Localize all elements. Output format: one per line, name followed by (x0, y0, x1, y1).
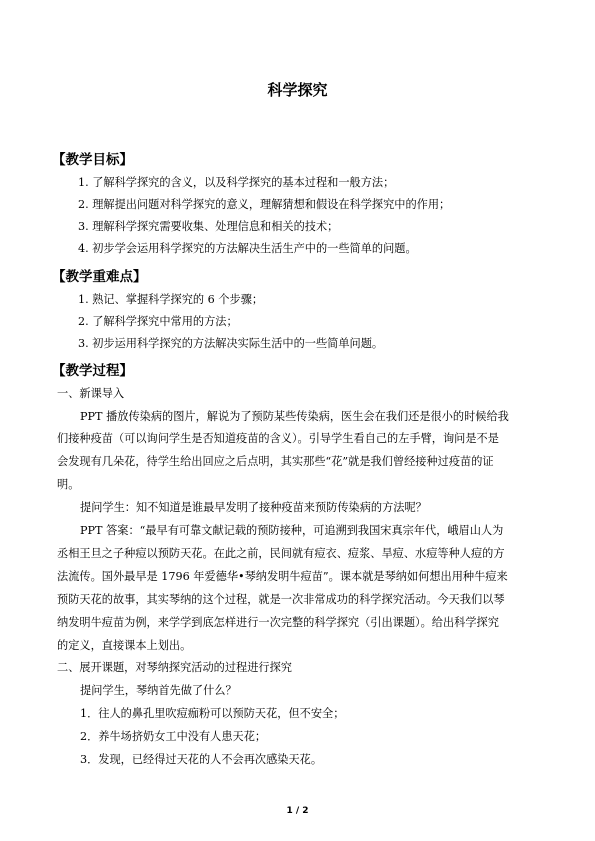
paragraph-line: 们接种疫苗（可以询问学生是否知道疫苗的含义）。引导学生看自己的左手臂，询问是不是 (57, 432, 499, 445)
answer-item: 2．养牛场挤奶女工中没有人患天花； (80, 730, 267, 743)
objective-item: 4. 初步学会运用科学探究的方法解决生活生产中的一些简单的问题。 (78, 242, 417, 255)
part-title: 二、展开课题，对琴纳探究活动的过程进行探究 (57, 661, 292, 674)
objective-item: 2. 理解提出问题对科学探究的意义，理解猜想和假设在科学探究中的作用； (78, 198, 451, 211)
paragraph-line: 丞相王旦之子种痘以预防天花。在此之前，民间就有痘衣、痘浆、旱痘、水痘等种人痘的方 (57, 547, 505, 560)
paragraph-line: 纳发明牛痘苗为例，来学学到底怎样进行一次完整的科学探究（引出课题）。给出科学探究 (57, 616, 499, 629)
part-title: 一、新课导入 (57, 387, 125, 400)
answer-item: 3．发现，已经得过天花的人不会再次感染天花。 (80, 753, 323, 766)
paragraph-line: 预防天花的故事，其实琴纳的这个过程，就是一次非常成功的科学探究活动。今天我们以琴 (57, 593, 505, 606)
answer-item: 1．往人的鼻孔里吹痘痂粉可以预防天花，但不安全； (80, 707, 345, 720)
document-title: 科学探究 (267, 81, 328, 99)
paragraph-line: 会发现有几朵花，待学生给出回应之后点明，其实那些“花”就是我们曾经接种过疫苗的证 (57, 455, 494, 468)
section-heading-process: 【教学过程】 (52, 363, 133, 379)
key-point-item: 3. 初步运用科学探究的方法解决实际生活中的一些简单问题。 (78, 337, 384, 350)
section-heading-key-points: 【教学重难点】 (52, 269, 147, 285)
key-point-item: 1. 熟记、掌握科学探究的 6 个步骤； (78, 293, 264, 306)
paragraph-line: PPT 答案：“最早有可靠文献记载的预防接种，可追溯到我国宋真宗年代，峨眉山人为 (80, 524, 504, 537)
objective-item: 1. 了解科学探究的含义，以及科学探究的基本过程和一般方法； (78, 176, 395, 189)
key-point-item: 2. 了解科学探究中常用的方法； (78, 315, 238, 328)
objective-item: 3. 理解科学探究需要收集、处理信息和相关的技术； (78, 220, 339, 233)
question-line: 提问学生，琴纳首先做了什么？ (80, 684, 237, 697)
paragraph-line: PPT 播放传染病的图片，解说为了预防某些传染病，医生会在我们还是很小的时候给我 (80, 410, 509, 423)
paragraph-line: 的定义，直接课本上划出。 (57, 639, 192, 652)
paragraph-line: 法流传。国外最早是 1796 年爱德华•琴纳发明牛痘苗”。课本就是琴纳如何想出用种牛痘来 (57, 570, 508, 583)
question-line: 提问学生：知不知道是谁最早发明了接种疫苗来预防传染病的方法呢？ (80, 501, 427, 514)
section-heading-objectives: 【教学目标】 (52, 152, 133, 168)
page-number: 1 / 2 (286, 806, 309, 816)
paragraph-line: 明。 (57, 478, 80, 491)
